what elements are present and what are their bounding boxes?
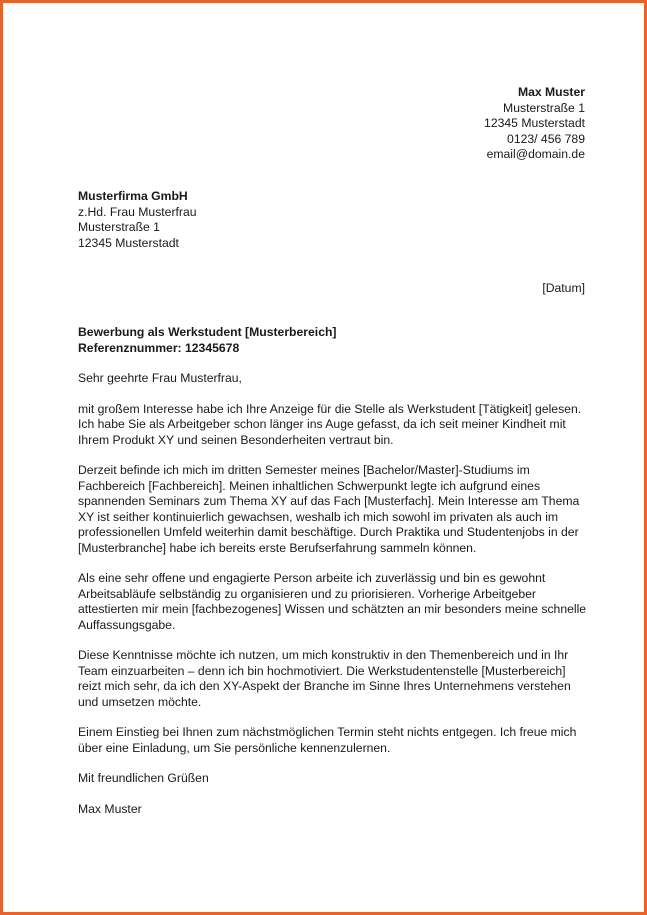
body-paragraph: Derzeit befinde ich mich im dritten Semester meines [Bachelor/Master]-Studiums im Fachbereich [Fachbereich]. Meinen inhaltlichen Schwerpunkt legte ich aufgrund eines spannenden Seminars zum Thema XY auf das Fach [Musterfach]. Mein Interesse am Thema XY ist seither kontinuierlich gewachsen, weshalb ich mich sowohl im privaten als auch im professionellen Umfeld weiterhin damit beschäftige. Durch Praktika und Studentenjobs in der [Musterbranche] habe ich bereits erste Berufserfahrung sammeln können. <box>78 463 580 555</box>
letter-date: [Datum] <box>542 281 585 295</box>
closing: Mit freundlichen Grüßen <box>78 771 209 785</box>
recipient-city: 12345 Musterstadt <box>78 235 179 250</box>
reference-number: Referenznummer: 12345678 <box>78 340 240 355</box>
recipient-company: Musterfirma GmbH <box>78 189 188 203</box>
body-paragraph: Als eine sehr offene und engagierte Person arbeite ich zuverlässig und bin es gewohnt Arbeitsabläufe selbständig zu organisieren und zu priorisieren. Vorherige Arbeitgeber attestierten mir mein [fachbezogenes] Wissen und schätzten an mir besonders meine schnelle Auffassungsgabe. <box>78 571 587 632</box>
signature-name: Max Muster <box>78 801 142 816</box>
body-paragraph: Einem Einstieg bei Ihnen zum nächstmöglichen Termin steht nichts entgegen. Ich freue mich über eine Einladung, um Sie persönliche kennenzulernen. <box>78 725 577 755</box>
sender-city: 12345 Musterstadt <box>484 116 585 130</box>
subject-block <box>78 325 336 356</box>
sender-address-block <box>484 85 585 163</box>
letter-page <box>3 3 644 912</box>
body-paragraph: mit großem Interesse habe ich Ihre Anzeige für die Stelle als Werkstudent [Tätigkeit] gelesen. Ich habe Sie als Arbeitgeber schon länger ins Auge gefasst, da ich seit meiner Kindheit mit Ihrem Produkt XY und seinen Besonderheiten vertraut bin. <box>78 401 582 447</box>
sender-email: email@domain.de <box>486 147 585 161</box>
letter-body <box>78 371 588 832</box>
sender-name: Max Muster <box>517 85 585 99</box>
recipient-address-block <box>78 189 197 251</box>
salutation: Sehr geehrte Frau Musterfrau, <box>78 371 242 385</box>
sender-phone: 0123/ 456 789 <box>507 131 585 146</box>
recipient-street: Musterstraße 1 <box>78 220 160 234</box>
subject-line: Bewerbung als Werkstudent [Musterbereich] <box>78 325 337 339</box>
sender-street: Musterstraße 1 <box>503 100 585 115</box>
recipient-attention: z.Hd. Frau Musterfrau <box>78 204 197 219</box>
body-paragraph: Diese Kenntnisse möchte ich nutzen, um mich konstruktiv in den Themenbereich und in Ihr Team einzuarbeiten – denn ich bin hochmotiviert. Die Werkstudentenstelle [Musterbereich] reizt mich sehr, da ich den XY-Aspekt der Branche im Sinne Ihres Unternehmens verstehen und umsetzen möchte. <box>78 648 571 709</box>
